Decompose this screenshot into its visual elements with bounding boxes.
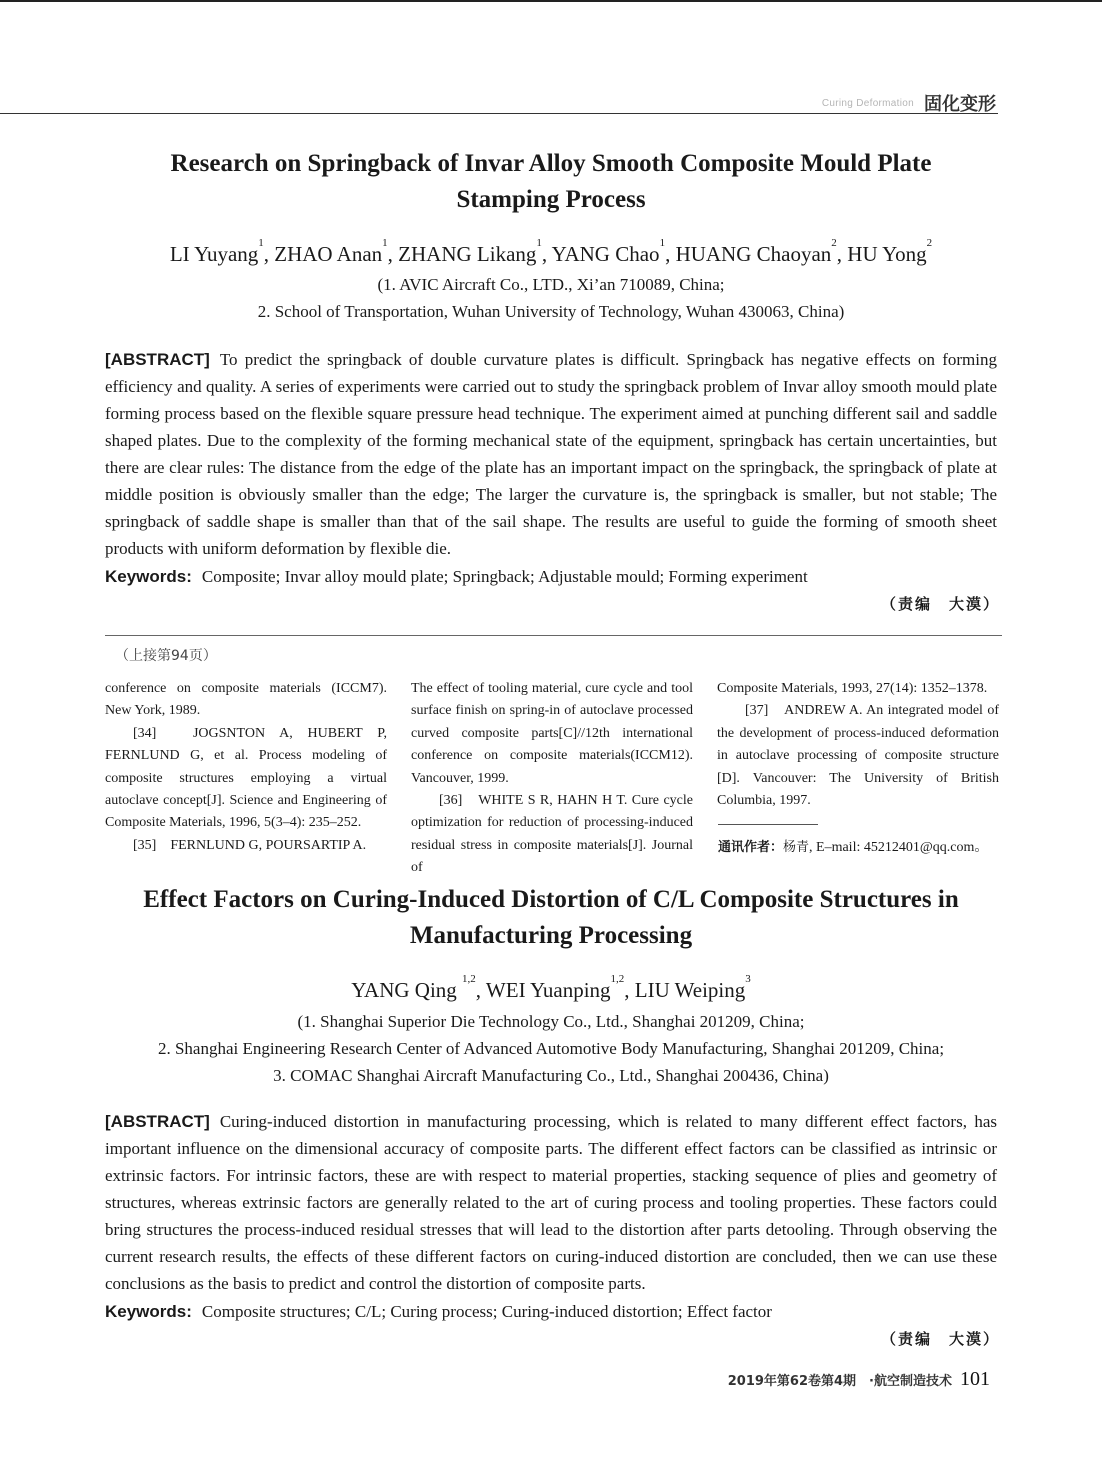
reference-35: [35] FERNLUND G, POURSARTIP A.: [133, 837, 367, 853]
references-column-3: [717, 678, 999, 812]
article2-keywords: [105, 1298, 997, 1325]
reference-34: [34] JOGSNTON A, HUBERT P, FERNLUND G, et al. Process modeling of composite structures employing a virtual autoclave concept[J]. Science and Engineering of Composite Materials, 1996, 5(3–4): 235–252.: [105, 725, 387, 831]
reference-37: [37] ANDREW A. An integrated model of the development of process-induced deformation in autoclave processing of composite structure [D]. Vancouver: The University of British Columbia, 1997.: [717, 703, 999, 809]
author-affiliation-mark: 1: [536, 237, 542, 249]
header-rule: [0, 113, 998, 114]
reference-35-cont: The effect of tooling material, cure cycle and tool surface finish on spring-in of autoclave processed curved composite parts[C]//12th international conference on composite materials(ICCM12). Vancouver, 1999.: [411, 681, 693, 786]
abstract-label: [ABSTRACT]: [105, 1112, 210, 1131]
author-name: LI Yuyang: [169, 242, 259, 266]
author-name: HUANG Chaoyan: [675, 242, 832, 266]
corr-name: 杨青: [783, 840, 810, 855]
article2-title-line1: Effect Factors on Curing-Induced Distortion of C/L Composite Structures in: [143, 886, 959, 913]
reference-fragment: conference on composite materials (ICCM7). New York, 1989.: [105, 681, 387, 719]
article1-editor-note: （责编 大漠）: [880, 595, 1000, 613]
reference-36-cont: Composite Materials, 1993, 27(14): 1352–1378.: [717, 681, 988, 696]
corr-email: , E–mail: 45212401@qq.com。: [809, 840, 989, 855]
author-affiliation-mark: 1: [382, 237, 388, 249]
article1-abstract: [105, 346, 997, 562]
author-affiliation-mark: 1,2: [610, 973, 625, 985]
author-name: ZHANG Likang: [398, 242, 537, 266]
article1-affil-2: 2. School of Transportation, Wuhan University of Technology, Wuhan 430063, China): [257, 302, 845, 321]
author-affiliation-mark: 3: [745, 973, 751, 985]
running-header-chinese: 固化变形: [924, 94, 996, 115]
references-column-1: [105, 678, 387, 857]
reference-36: [36] WHITE S R, HAHN H T. Cure cycle optimization for reduction of processing-induced residual stress in composite materials[J]. Journal of: [411, 793, 693, 876]
article1-affil-1: (1. AVIC Aircraft Co., LTD., Xi’an 710089, China;: [377, 275, 725, 294]
article1-authors: LI Yuyang$^1$, ZHAO Anan$^1$, ZHANG Likang$^1$, YANG Chao$^1$, HUANG Chaoyan$^2$, HU Yong$^2$: [169, 237, 933, 266]
journal-info: 2019年第62卷第4期 ·航空制造技术: [727, 1374, 952, 1389]
footnote-rule: [718, 824, 818, 825]
references-column-2: [411, 678, 693, 880]
article1-title: [100, 146, 1002, 218]
corresponding-author: [718, 836, 988, 856]
section-divider: [105, 635, 1002, 636]
continued-note: （上接第94页）: [115, 648, 217, 664]
article2-title: [100, 882, 1002, 954]
author-affiliation-mark: 2: [926, 237, 933, 249]
author-affiliation-mark: 2: [831, 237, 837, 249]
article2-affiliations: [100, 1008, 1002, 1089]
author-affiliation-mark: 1: [659, 237, 666, 249]
keywords-label: Keywords:: [105, 567, 192, 586]
article2-affil-1: (1. Shanghai Superior Die Technology Co., Ltd., Shanghai 201209, China;: [297, 1012, 805, 1031]
author-name: YANG Chao: [551, 242, 660, 266]
article2-authors: YANG Qing $^{1,2}$, WEI Yuanping$^{1,2}$, LIU Weiping$^3$: [351, 973, 751, 1002]
page-number: 101: [960, 1368, 990, 1390]
running-header-english: Curing Deformation: [821, 98, 914, 109]
article1-keywords: [105, 563, 997, 590]
keywords-text: Composite; Invar alloy mould plate; Springback; Adjustable mould; Forming experiment: [201, 567, 808, 586]
top-border-line: [0, 0, 1102, 2]
abstract-text: To predict the springback of double curvature plates is difficult. Springback has negative effects on forming efficiency and quality. A series of experiments were carried out to study the springback problem of Invar alloy smooth mould plate forming process based on the flexible square pressure head technique. The experiment aimed at punching different sail and saddle shaped plates. Due to the complexity of the forming mechanical state of the equipment, springback has certain uncertainties, but there are clear rules: The distance from the edge of the plate has an important impact on the springback, the springback of plate at middle position is obviously smaller than the edge; The larger the curvature is, the springback is smaller, but not stable; The springback of saddle shape is smaller than that of the sail shape. The results are useful to guide the forming of smooth sheet products with uniform deformation by flexible die.: [105, 350, 997, 558]
abstract-text: Curing-induced distortion in manufacturing processing, which is related to many different effect factors, has important influence on the dimensional accuracy of composite parts. The different effect factors can be classified as intrinsic or extrinsic factors. For intrinsic factors, these are with respect to material properties, stacking sequence of plies and geometry of structures, whereas extrinsic factors are generally related to the art of curing process and tooling properties. These factors could bring structures the process-induced residual stresses that will lead to the distortion after parts detooling. Through observing the current research results, the effects of these different factors on curing-induced distortion are concluded, then we can use these conclusions as the basis to predict and control the distortion of composite parts.: [105, 1112, 997, 1293]
article2-editor-note: （责编 大漠）: [880, 1330, 1000, 1348]
author-name: YANG Qing: [351, 978, 463, 1002]
article2-abstract: [105, 1108, 997, 1297]
author-affiliation-mark: 1: [258, 237, 264, 249]
author-affiliation-mark: 1,2: [462, 973, 476, 985]
author-name: ZHAO Anan: [274, 242, 383, 266]
corr-label: 通讯作者：: [718, 840, 784, 855]
keywords-label: Keywords:: [105, 1302, 192, 1321]
article1-affiliations: [100, 271, 1002, 325]
article2-affil-3: 3. COMAC Shanghai Aircraft Manufacturing Co., Ltd., Shanghai 200436, China): [273, 1066, 829, 1085]
abstract-label: [ABSTRACT]: [105, 350, 210, 369]
author-name: WEI Yuanping: [485, 978, 611, 1002]
article2-title-line2: Manufacturing Processing: [409, 922, 693, 949]
article2-affil-2: 2. Shanghai Engineering Research Center of Advanced Automotive Body Manufacturing, Shanghai 201209, China;: [157, 1039, 945, 1058]
article1-title-line2: Stamping Process: [456, 186, 646, 213]
author-name: HU Yong: [847, 242, 927, 266]
article1-title-line1: Research on Springback of Invar Alloy Smooth Composite Mould Plate: [170, 150, 932, 177]
page-footer: [728, 1368, 990, 1391]
keywords-text: Composite structures; C/L; Curing process; Curing-induced distortion; Effect factor: [201, 1302, 772, 1321]
author-name: LIU Weiping: [634, 978, 746, 1002]
